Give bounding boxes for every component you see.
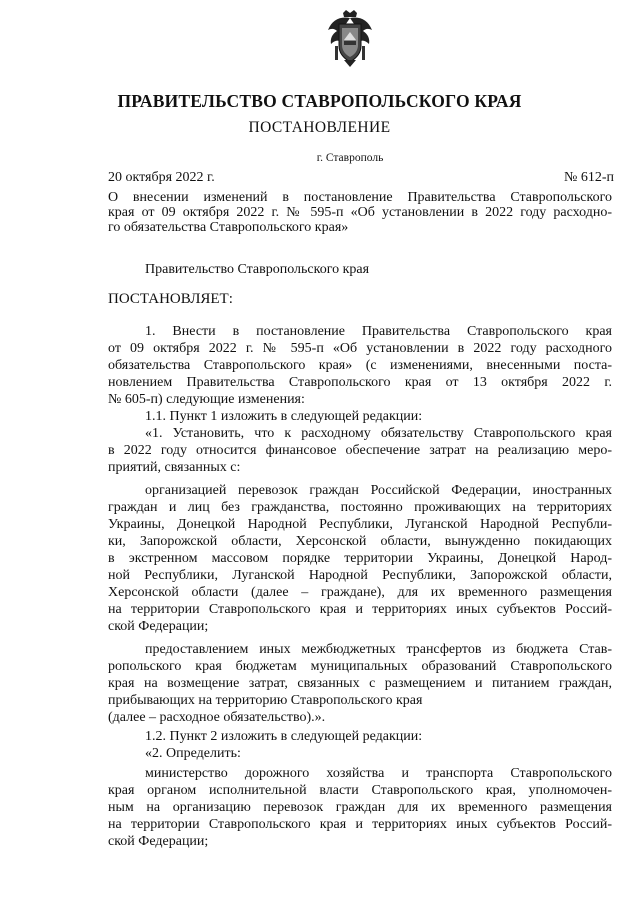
body-line: граждан и лиц без гражданства, постоянно проживающих на территориях [108, 500, 612, 515]
document-date: 20 октября 2022 г. [108, 170, 215, 185]
body-line: «2. Определить: [145, 746, 241, 761]
body-line: ской Федерации; [108, 619, 209, 634]
preamble: Правительство Ставропольского края [145, 262, 370, 277]
body-line: организацией перевозок граждан Российской Федерации, иностранных [145, 483, 612, 498]
body-line: ропольского края бюджетам муниципальных образований Ставропольского [108, 659, 612, 674]
coat-of-arms-emblem [326, 10, 374, 68]
subject-line: О внесении изменений в постановление Правительства Ставропольского [108, 190, 612, 205]
body-line: края на возмещение затрат, связанных с размещением и питанием граждан, [108, 676, 612, 691]
body-line: на территории Ставропольского края и территориях иных субъектов Россий- [108, 817, 612, 832]
body-line: 1.2. Пункт 2 изложить в следующей редакции: [145, 729, 423, 744]
body-line: Херсонской области (далее – граждане), для их временного размещения [108, 585, 612, 600]
body-line: прибывающих на территорию Ставропольского края [108, 693, 423, 708]
document-number: № 612-п [563, 170, 614, 185]
body-line: министерство дорожного хозяйства и транспорта Ставропольского [145, 766, 612, 781]
body-line: 1.1. Пункт 1 изложить в следующей редакции: [145, 409, 423, 424]
subject-line: края от 09 октября 2022 г. № 595-п «Об установлении в 2022 году расходно- [108, 205, 612, 220]
body-line: обязательства Ставропольского края» (с изменениями, внесенными поста- [108, 358, 612, 373]
body-line: (далее – расходное обязательство).». [108, 710, 326, 725]
body-line: новлением Правительства Ставропольского края от 13 октября 2022 г. [108, 375, 612, 390]
body-line: от 09 октября 2022 г. № 595-п «Об установлении в 2022 году расходного [108, 341, 612, 356]
body-line: в 2022 году относится финансовое обеспечение затрат на реализацию меро- [108, 443, 612, 458]
organization-title: ПРАВИТЕЛЬСТВО СТАВРОПОЛЬСКОГО КРАЯ [117, 91, 522, 111]
document-city: г. Ставрополь [316, 152, 384, 164]
body-line: в экстренном массовом порядке территории Украины, Донецкой Народ- [108, 551, 612, 566]
body-line: ной Республики, Луганской Народной Республики, Запорожской области, [108, 568, 612, 583]
body-line: Украины, Донецкой Народной Республики, Луганской Народной Республи- [108, 517, 612, 532]
body-line: предоставлением иных межбюджетных трансфертов из бюджета Став- [145, 642, 612, 657]
document-type: ПОСТАНОВЛЕНИЕ [248, 119, 391, 136]
resolves-heading: ПОСТАНОВЛЯЕТ: [108, 291, 233, 307]
body-line: ки, Запорожской области, Херсонской области, вынужденно покидающих [108, 534, 612, 549]
body-line: края органом исполнительной власти Ставропольского края, уполномочен- [108, 783, 612, 798]
body-line: приятий, связанных с: [108, 460, 241, 475]
subject-line: го обязательства Ставропольского края» [108, 220, 349, 235]
body-line: ской Федерации; [108, 834, 209, 849]
body-line: № 605-п) следующие изменения: [108, 392, 305, 407]
body-line: на территории Ставропольского края и территориях иных субъектов Россий- [108, 602, 612, 617]
body-line: 1. Внести в постановление Правительства Ставропольского края [145, 324, 612, 339]
body-line: «1. Установить, что к расходному обязательству Ставропольского края [145, 426, 612, 441]
body-line: ным на организацию перевозок граждан для их временного размещения [108, 800, 612, 815]
